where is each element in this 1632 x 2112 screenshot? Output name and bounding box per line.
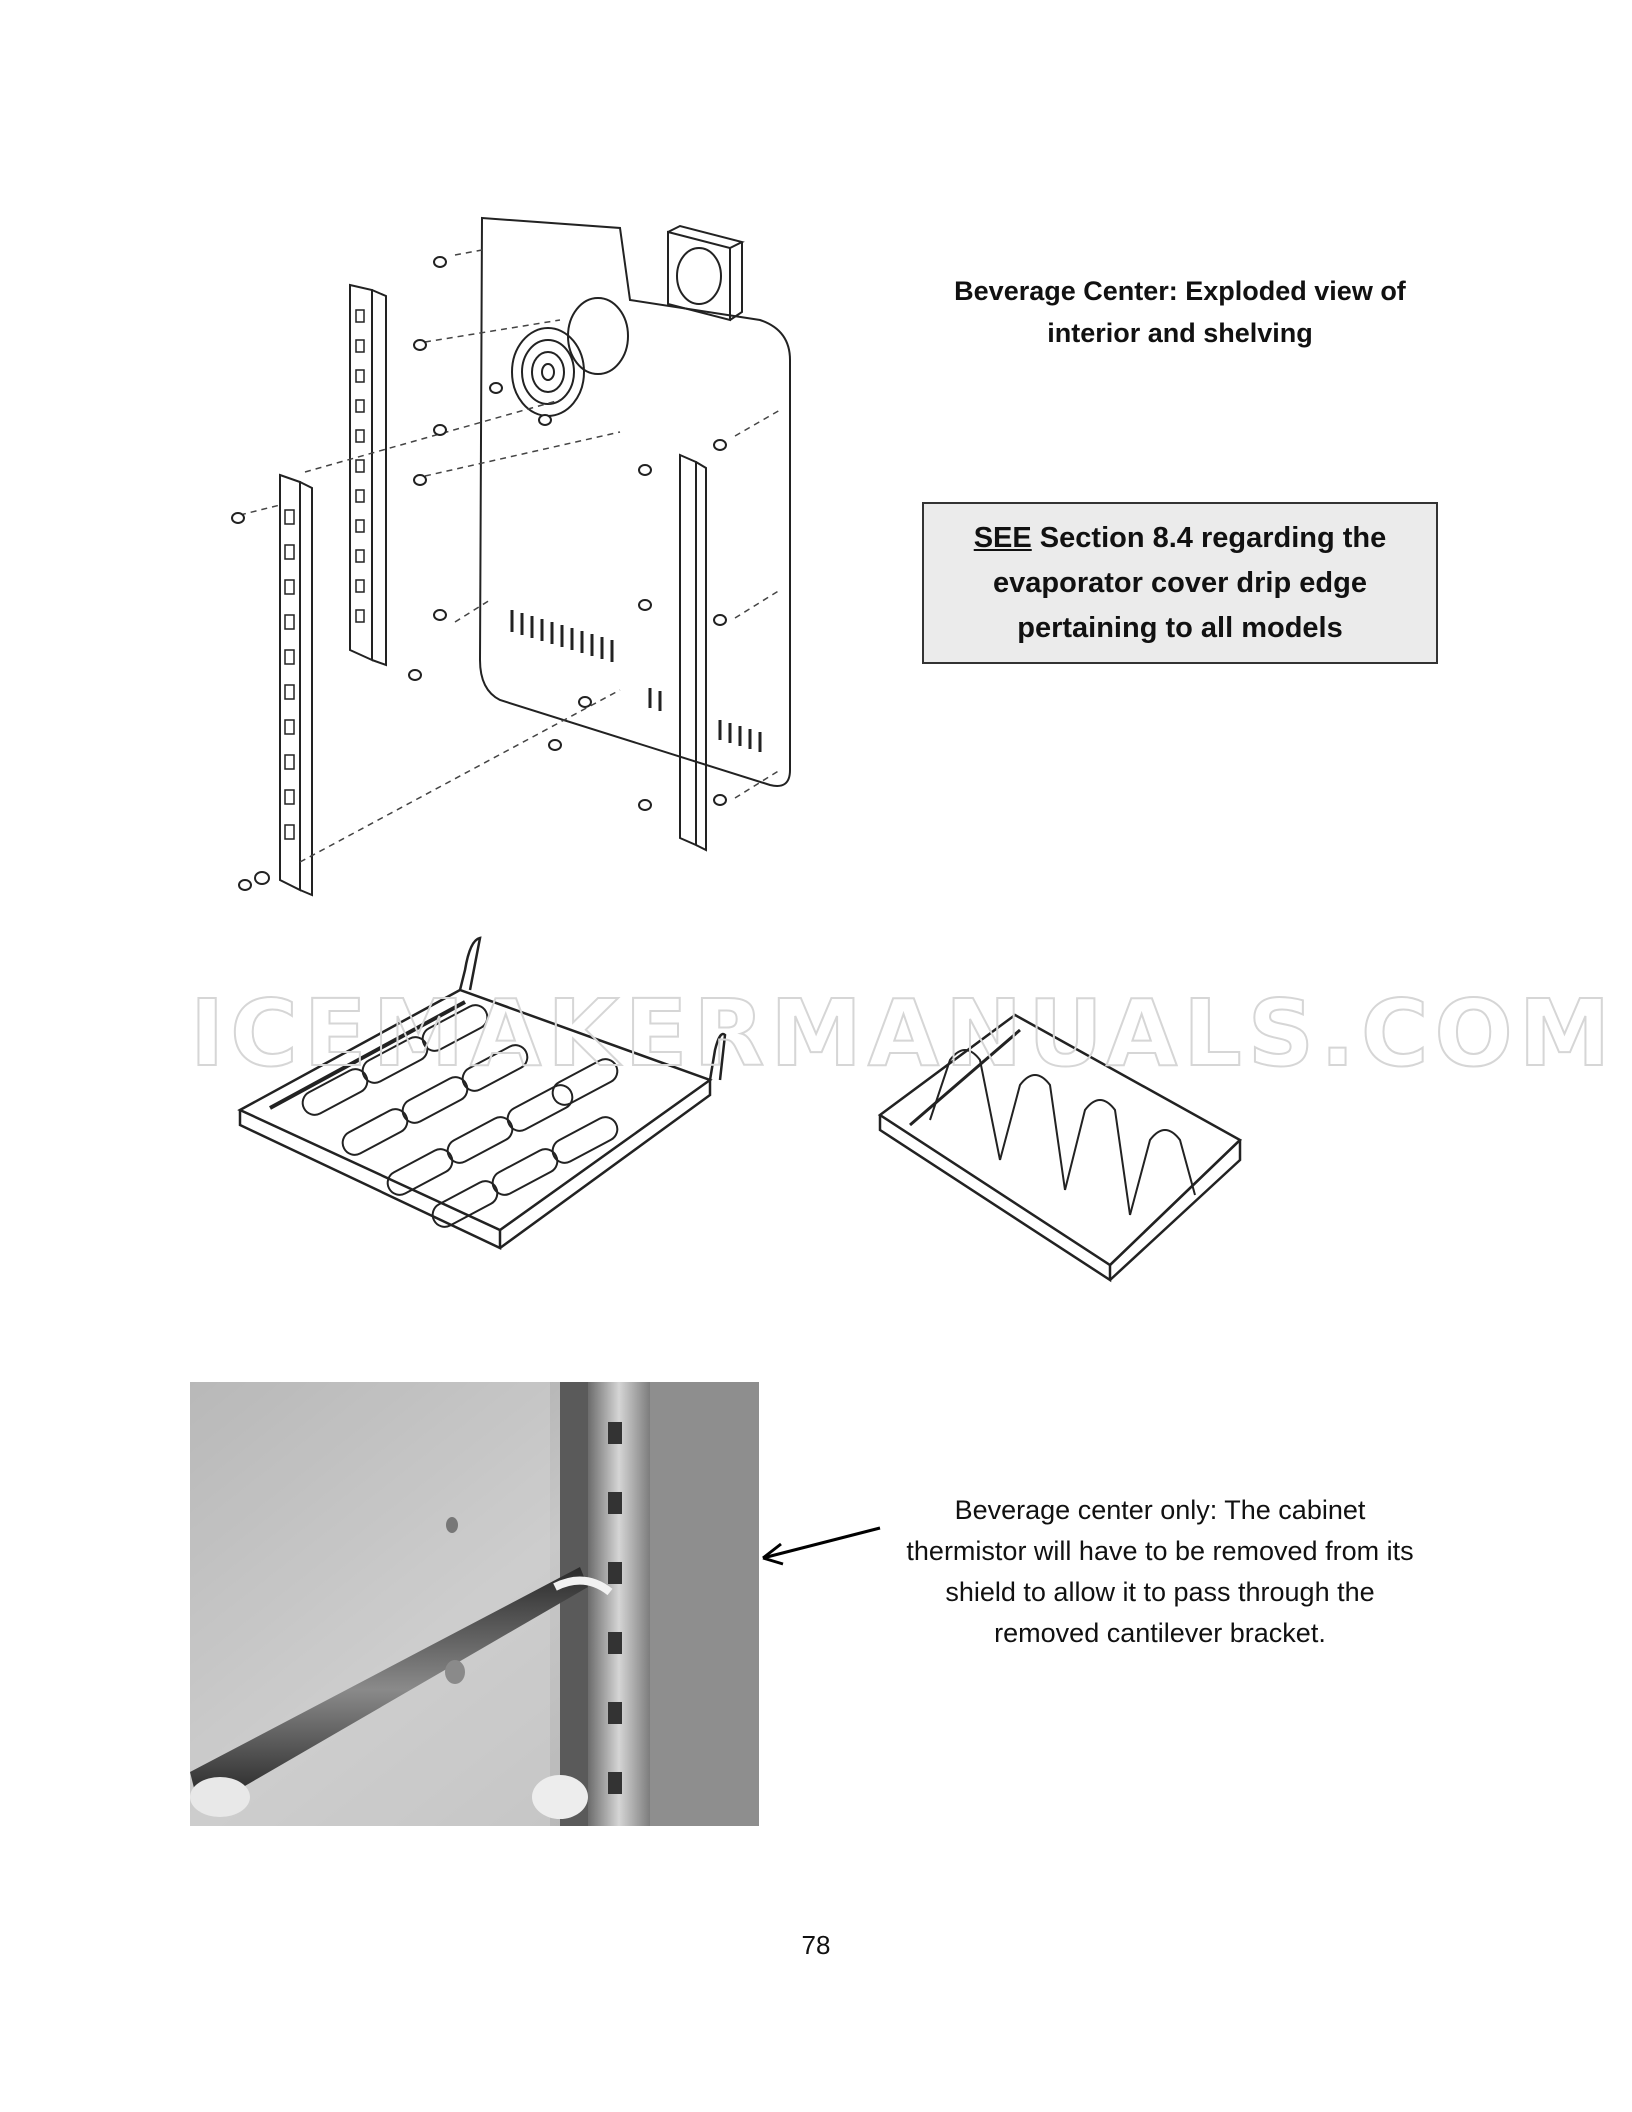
thermistor-caption-line3: shield to allow it to pass through the: [945, 1577, 1375, 1607]
thermistor-caption-line1: Beverage center only: The cabinet: [954, 1495, 1366, 1525]
section-reference-note: [922, 502, 1438, 664]
note-line3: pertaining to all models: [1017, 611, 1343, 644]
pointer-arrow: [755, 1520, 885, 1570]
page-number: 78: [801, 1930, 831, 1960]
thermistor-caption-line2: thermistor will have to be removed from its: [906, 1536, 1414, 1566]
exploded-view-diagram: [0, 0, 1632, 920]
exploded-view-caption-line1: Beverage Center: Exploded view of: [954, 276, 1406, 306]
note-line1: Section 8.4 regarding the: [1031, 521, 1387, 554]
watermark: ICEMAKERMANUALS.COM: [190, 980, 1617, 1087]
exploded-view-caption: [940, 270, 1420, 354]
thermistor-caption-line4: removed cantilever bracket.: [994, 1618, 1326, 1648]
exploded-view-caption-line2: interior and shelving: [1047, 318, 1313, 348]
see-label: SEE: [973, 521, 1032, 554]
note-line2: evaporator cover drip edge: [993, 566, 1367, 599]
thermistor-caption: [880, 1490, 1440, 1654]
cantilever-bracket-photo: [190, 1382, 759, 1826]
